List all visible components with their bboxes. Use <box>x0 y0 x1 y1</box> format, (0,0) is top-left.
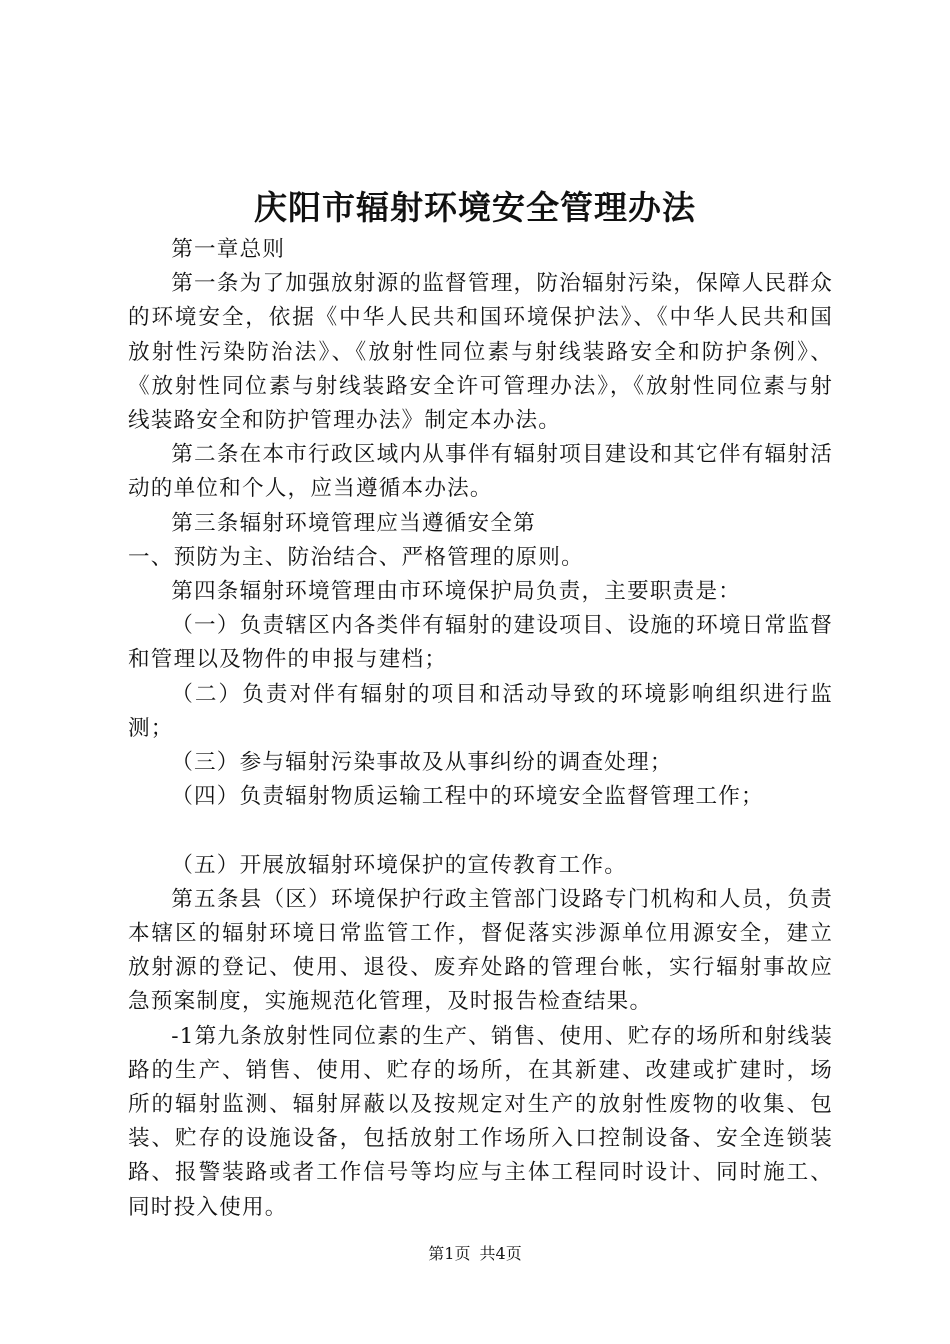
article-4-item-4: （四）负责辐射物质运输工程中的环境安全监督管理工作； <box>171 784 764 810</box>
page-total: 共4页 <box>479 1244 522 1263</box>
article-2: 第二条在本市行政区域内从事伴有辐射项目建设和其它伴有辐射活动的单位和个人，应当遵循本办法。 <box>128 442 833 502</box>
blank-line <box>128 814 833 848</box>
article-3: 第三条辐射环境管理应当遵循安全第 <box>171 510 536 536</box>
article-4-item-5: （五）开展放辐射环境保护的宣传教育工作。 <box>171 852 628 878</box>
article-4-item-2: （二）负责对伴有辐射的项目和活动导致的环境影响组织进行监测； <box>128 681 833 741</box>
chapter-heading: 第一章总则 <box>171 237 286 262</box>
page-number: 第1页 <box>428 1244 471 1263</box>
article-1: 第一条为了加强放射源的监督管理，防治辐射污染，保障人民群众的环境安全，依据《中华人民共和国环境保护法》、《中华人民共和国放射性污染防治法》、《放射性同位素与射线装路安全和防护条例》、《放射性同位素与射线装路安全许可管理办法》，《放射性同位素与射线装路安全和防护管理办法》制定本办法。 <box>128 271 833 434</box>
article-3-continued: 一、预防为主、防治结合、严格管理的原则。 <box>128 544 584 570</box>
article-4: 第四条辐射环境管理由市环境保护局负责，主要职责是： <box>171 579 742 605</box>
article-9: -1第九条放射性同位素的生产、销售、使用、贮存的场所和射线装路的生产、销售、使用、贮存的场所，在其新建、改建或扩建时，场所的辐射监测、辐射屏蔽以及按规定对生产的放射性废物的收集、包装、贮存的设施设备，包括放射工作场所入口控制设备、安全连锁装路、报警装路或者工作信号等均应与主体工程同时设计、同时施工、同时投入使用。 <box>128 1023 833 1220</box>
document-title: 庆阳市辐射环境安全管理办法 <box>254 188 696 227</box>
page-footer <box>0 1242 950 1266</box>
article-4-item-1: （一）负责辖区内各类伴有辐射的建设项目、设施的环境日常监督和管理以及物件的申报与建档； <box>128 613 833 673</box>
article-5: 第五条县（区）环境保护行政主管部门设路专门机构和人员，负责本辖区的辐射环境日常监管工作，督促落实涉源单位用源安全，建立放射源的登记、使用、退役、废弃处路的管理台帐，实行辐射事故应急预案制度，实施规范化管理，及时报告检查结果。 <box>128 886 833 1015</box>
article-4-item-3: （三）参与辐射污染事故及从事纠纷的调查处理； <box>171 750 673 776</box>
document-body <box>128 233 833 1225</box>
